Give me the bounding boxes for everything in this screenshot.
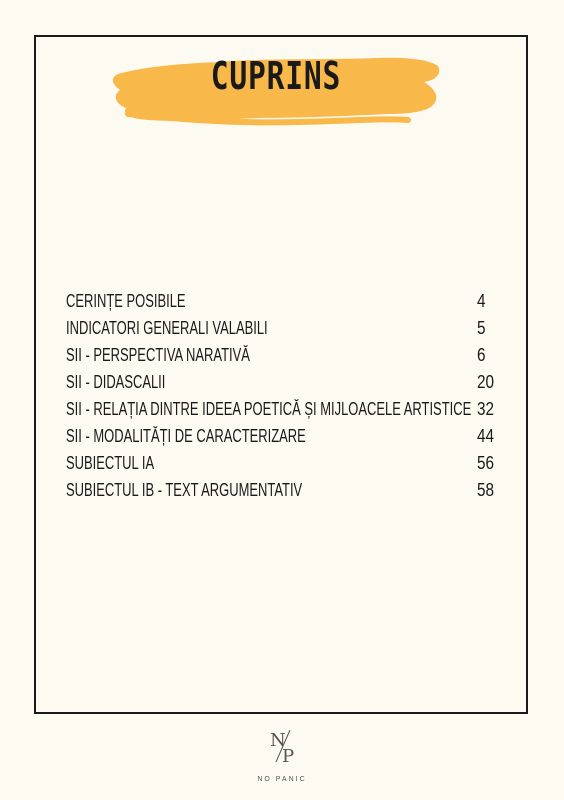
toc-item[interactable]: [66, 342, 500, 369]
toc-item-title: INDICATORI GENERALI VALABILI: [66, 318, 268, 338]
toc-item-page: 32: [477, 399, 495, 419]
toc-item-page: 56: [477, 453, 495, 473]
no-panic-logo-icon: [252, 716, 312, 776]
toc-item[interactable]: [66, 369, 500, 396]
svg-text:N: N: [270, 730, 286, 751]
toc-item-page: 4: [477, 291, 486, 311]
toc-item[interactable]: [66, 288, 500, 315]
toc-item-title: SII - RELAȚIA DINTRE IDEEA POETICĂ ȘI MIJLOACELE ARTISTICE: [66, 399, 472, 419]
toc-item-title: SUBIECTUL IA: [66, 453, 155, 473]
toc-item-title: SII - DIDASCALII: [66, 372, 166, 392]
toc-item-page: 20: [477, 372, 495, 392]
svg-text:P: P: [282, 746, 295, 767]
logo-caption: NO PANIC: [257, 776, 307, 783]
toc-item[interactable]: [66, 450, 500, 477]
toc-item-page: 6: [477, 345, 486, 365]
page-title: CUPRINS: [210, 54, 342, 98]
toc-item[interactable]: [66, 315, 500, 342]
toc-item[interactable]: [66, 477, 500, 504]
toc-item[interactable]: [66, 396, 500, 423]
toc-item-page: 44: [477, 426, 495, 446]
toc-item[interactable]: [66, 423, 500, 450]
toc-item-title: SUBIECTUL IB - TEXT ARGUMENTATIV: [66, 480, 303, 500]
toc-item-page: 5: [477, 318, 486, 338]
toc-item-page: 58: [477, 480, 495, 500]
toc-item-title: SII - PERSPECTIVA NARATIVĂ: [66, 345, 250, 365]
toc-item-title: CERINȚE POSIBILE: [66, 291, 186, 311]
table-of-contents: [66, 288, 500, 504]
toc-item-title: SII - MODALITĂȚI DE CARACTERIZARE: [66, 426, 306, 446]
